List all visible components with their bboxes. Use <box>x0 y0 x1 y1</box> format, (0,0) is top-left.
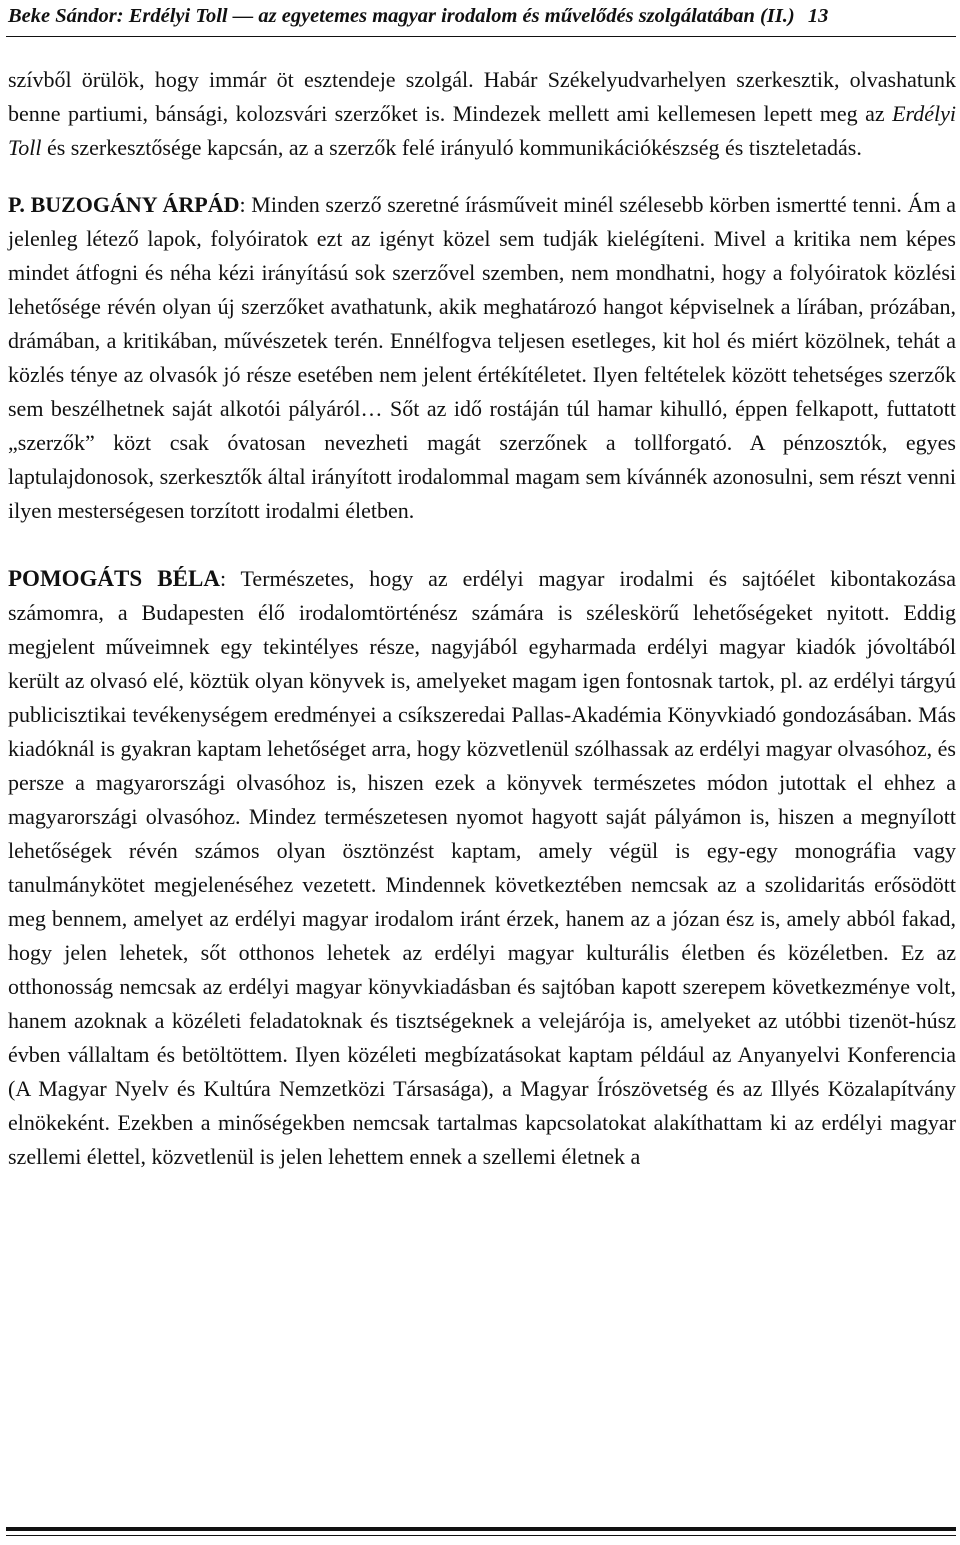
paragraph-2 <box>8 188 956 528</box>
running-header-title: Beke Sándor: Erdélyi Toll — az egyetemes magyar irodalom és művelődés szolgálatában (II.) <box>8 5 795 27</box>
paragraph-1-text-b: és szerkesztősége kapcsán, az a szerzők felé irányuló kommunikációkészség és tiszteletadás. <box>41 135 862 160</box>
paragraph-1 <box>8 63 956 165</box>
speaker-name-buzogany: P. BUZOGÁNY ÁRPÁD <box>8 192 240 217</box>
footer-rule-thin <box>6 1535 956 1536</box>
running-header <box>8 2 954 30</box>
paragraph-2-text: : Minden szerző szeretné írásműveit minél szélesebb körben ismertté tenni. Ám a jelenleg létező lapok, folyóiratok ezt az igényt közel sem tudják kielégíteni. Mivel a kritika nem képes mindet átfogni és néha kézi irányítású sok szerzővel szemben, nem mondhatni, hogy a folyóiratok közlési lehetősége révén olyan új szerzőket avathatunk, akik meghatározó hangot képviselnek a lírában, prózában, drámában, a kritikában, művészetek terén. Ennélfogva teljesen esetleges, kit hol és miért közölnek, tehát a közlés ténye az olvasók jó része esetében nem jelent értékítéletet. Ilyen feltételek között tehetséges szerzők sem beszélhetnek saját alkotói pályáról… Sőt az idő rostáján túl hamar kihulló, éppen felkapott, futtatott „szerzők” közt csak óvatosan nevezheti magát szerzőnek a tollforgató. A pénzosztók, egyes laptulajdonosok, szerkesztők által irányított irodalommal magam sem kívánnék azonosulni, sem részt venni ilyen mesterségesen torzított irodalmi életben. <box>8 192 957 523</box>
paragraph-3-text: : Természetes, hogy az erdélyi magyar irodalmi és sajtóélet kibontakozása számomra, a Budapesten élő irodalomtörténész számára is széleskörű lehetőségeket nyitott. Eddig megjelent műveimnek egy tekintélyes része, nagyjából egyharmada erdélyi magyar kiadók jóvoltából került az olvasó elé, köztük olyan könyvek is, amelyeket magam igen fontosnak tartok, pl. az erdélyi tárgyú publicisztikai tevékenységem eredményei a csíkszeredai Pallas-Akadémia Könyvkiadó gondozásában. Más kiadóknál is gyakran kaptam lehetőséget arra, hogy közvetlenül szólhassak az erdélyi magyar olvasóhoz, és persze a magyarországi olvasóhoz is, hiszen ezek a könyvek természetes módon jutottak el ehhez a magyarországi olvasóhoz. Mindez természetesen nyomot hagyott saját pályámon is, hiszen a megnyílott lehetőségek révén számos olyan ösztönzést kaptam, amely végül is egy-egy monográfia vagy tanulmánykötet megjelenéséhez vezetett. Mindennek következtében nemcsak az a szolidaritás erősödött meg bennem, amelyet az erdélyi magyar irodalom iránt érzek, hanem az a józan ész is, amely abból fakad, hogy jelen lehetek, sőt otthonos lehetek az erdélyi magyar kulturális életben és közéletben. Ez az otthonosság nemcsak az erdélyi magyar könyvkiadásban és sajtóban kapott szerepem következménye volt, hanem azoknak a közéleti feladatoknak és tisztségeknek a velejárója is, amelyeket az utóbbi tizenöt-húsz évben vállaltam és betöltöttem. Ilyen közéleti megbízatásokat kaptam például az Anyanyelvi Konferencia (A Magyar Nyelv és Kultúra Nemzetközi Társasága), a Magyar Írószövetség és az Illyés Közalapítvány elnökeként. Ezekben a minőségekben nemcsak tartalmas kapcsolatokat alakíthattam ki az erdélyi magyar szellemi élettel, közvetlenül is jelen lehettem ennek a szellemi életnek a <box>8 566 956 1169</box>
body-text <box>8 63 956 1174</box>
page-number: 13 <box>807 5 829 27</box>
paragraph-3 <box>8 562 956 1174</box>
header-rule <box>6 36 956 37</box>
journal-title: Erdélyi Toll <box>8 101 956 160</box>
speaker-name-pomogats: POMOGÁTS BÉLA <box>8 566 220 591</box>
footer-rule-thick <box>6 1527 956 1531</box>
paragraph-1-text-a: szívből örülök, hogy immár öt esztendeje szolgál. Habár Székelyudvarhelyen szerkesztik, olvashatunk benne partiumi, bánsági, kolozsvári szerzőket is. Mindezek mellett ami kellemesen lepett meg az <box>8 67 956 126</box>
